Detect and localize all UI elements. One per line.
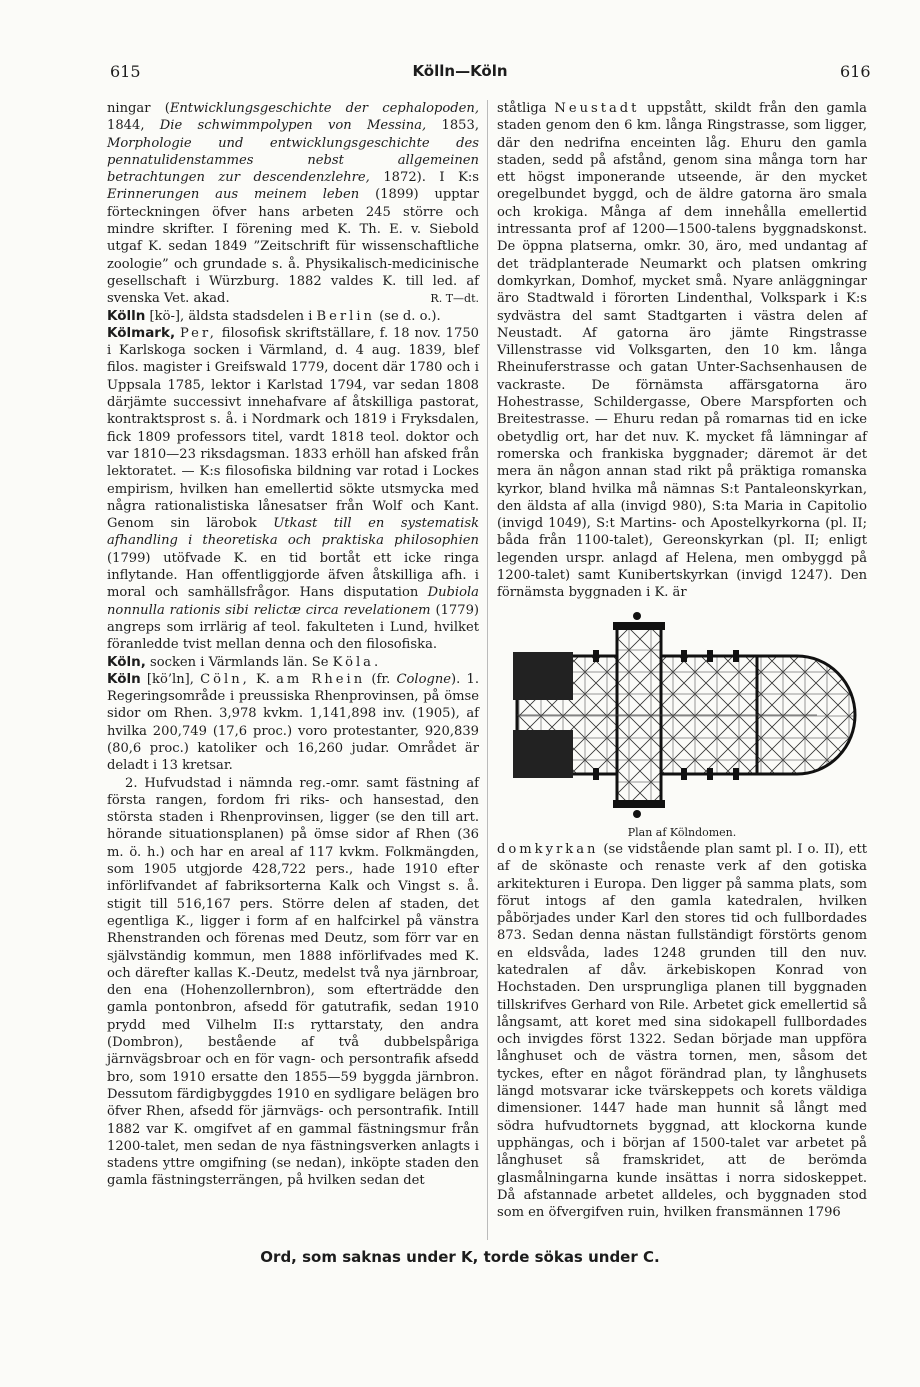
headword: Kölln bbox=[107, 307, 146, 324]
headword: Kölmark, bbox=[107, 324, 176, 341]
entry-koln-city: Köln [kö’ln], Cöln, K. am Rhein (fr. Cologne). 1. Regeringsområde i preussiska Rhenprovinsen, på ömse sidor om Rhen. 3,978 kvkm. 1,141,898 inv. (1905), af hvilka 200,749 (17,6 proc.) voro protestanter, 920,839 (80,6 proc.) katoliker och 16,260 judar. Området är deladt i 13 kretsar. bbox=[107, 670, 479, 774]
column-divider bbox=[487, 100, 488, 1240]
headword: Köln, bbox=[107, 653, 146, 670]
entry-koln-cathedral: domkyrkan (se vidstående plan samt pl. I o. II), ett af de skönaste och renaste verk af den gotiska arkitekturen i Europa. Den ligger på samma plats, som förut intogs af den gamla katedralen, hvilken påbörjades under Karl den stores tid och fullbordades 873. Sedan denna nästan fullständigt förstörts genom en eldsvåda, lades 1248 grunden till den nuv. katedralen af dåv. ärkebiskopen Konrad von Hochstaden. Den ursprungliga planen till byggnaden tillskrifves Gerhard von Rile. Arbetet gick emellertid så långsamt, att koret med sina sidokapell fullbordades och invigdes först 1322. Sedan började man uppföra långhuset och de västra tornen, men, såsom det tyckes, efter en något förändrad plan, ty långhusets längd motsvarar icke tvärskeppets och korets väldiga dimensioner. 1447 hade man hunnit så långt med södra hufvudtornets byggnad, att klockorna kunde upphängas, och i början af 1500-talet var arbetet på långhuset så framskridet, att de berömda glasmålningarna kunde insättas i norra sidoskeppet. Då afstannade arbetet alldeles, och byggnaden stod som en öfvergifven ruin, hvilken fransmännen 1796 bbox=[497, 841, 867, 1221]
author-signature: R. T—dt. bbox=[430, 292, 479, 306]
entry-koln-city-part2: 2. Hufvudstad i nämnda reg.-omr. samt fästning af första rangen, fordom fri riks- och hansestad, den största staden i Rhenprovinsen, ligger (se den till art. hörande situationsplanen) på ömse sidor af Rhen (36 m. ö. h.) och har en areal af 117 kvkm. Folkmängden, som 1905 utgjorde 428,722 pers., hade 1910 efter införlifvandet af fabriksorterna Kalk och Vingst s. å. stigit till 516,167 pers. Större delen af staden, det egentliga K., ligger i form af en halfcirkel på vänstra Rhenstranden och förenas med Deutz, som förr var en självständig kommun, men 1888 införlifvades med K. och därefter kallas K.-Deutz, medelst två nya järnbroar, den ena (Hohenzollernbron), som efterträdde den gamla pontonbron, afsedd för gatutrafik, sedan 1910 prydd med Vilhelm II:s ryttarstaty, den andra (Dombron), bestående af två dubbelspåriga järnvägsbroar och en för vagn- och persontrafik afsedd bro, som 1910 ersatte den 1855—59 byggda järnbron. Dessutom färdigbyggdes 1910 en sydligare belägen bro öfver Rhen, afsedd för järnvägs- och persontrafik. Intill 1882 var K. omgifvet af en gammal fästningsmur från 1200-talet, men sedan de nya fästningsverken anlagts i stadens yttre omgifning (se nedan), inköpte staden den gamla fästningsterrängen, på hvilken sedan det bbox=[107, 775, 479, 1189]
right-column bbox=[497, 100, 867, 1221]
entry-kolmark: Kölmark, Per, filosofisk skriftställare, f. 18 nov. 1750 i Karlskoga socken i Värmland, d. 4 aug. 1839, blef filos. magister i Greifswald 1779, docent där 1780 och i Uppsala 1785, lektor i Karlstad 1794, var sedan 1808 därjämte successivt innehafvare af åtskilliga pastorat, kontraktsprost s. å. i Nordmark och 1819 i Fryksdalen, fick 1809 professors titel, vardt 1818 teol. doktor och var 1810—23 riksdagsman. 1833 erhöll han afsked från lektoratet. — K:s filosofiska bildning var rotad i Lockes empirism, hvilken han emellertid sökte utsmycka med några rationalistiska lånesatser från Wolf och Kant. Genom sin lärobok Utkast till en systematisk afhandling i theoretiska och praktiska philosophien (1799) utöfvade K. en tid bortåt ett icke ringa inflytande. Han offentliggjorde äfven åtskilliga afh. i moral och samhällsfrågor. Hans disputation Dubiola nonnulla rationis sibi relictæ circa revelationem (1779) angreps som irrlärig af teol. fakulteten i Lund, hvilket föranledde tvist mellan denna och den filosofiska. bbox=[107, 324, 480, 653]
running-title: Kölln—Köln bbox=[412, 62, 508, 80]
entry-continuation: ningar (Entwicklungsgeschichte der cephalopoden, 1844, Die schwimmpolypen von Messina, 1853, Morphologie und entwicklungsgeschichte des pennatulidenstammes nebst allgemeinen betrachtungen zur descendenzlehre, 1872). I K:s Erinnerungen aus meinem leben (1899) upptar förteckningen öfver hans arbeten 245 större och mindre skrifter. I förening med K. Th. E. v. Siebold utgaf K. sedan 1849 ”Zeitschrift für wissenschaftliche zoologie” och grundade s. å. Physikalisch-medicinische gesellschaft i Würzburg. 1882 valdes K. till led. af svenska Vet. akad. R. T—dt. bbox=[107, 101, 479, 307]
entry-kolln-district: Kölln [kö-], äldsta stadsdelen i Berlin (se d. o.). bbox=[107, 307, 441, 324]
page-number-right: 616 bbox=[840, 62, 871, 81]
page-number-left: 615 bbox=[110, 62, 141, 81]
cathedral-plan-drawing bbox=[497, 606, 867, 824]
entry-koln-parish: Köln, socken i Värmlands län. Se Köla. bbox=[107, 653, 382, 670]
cathedral-plan-figure bbox=[497, 606, 867, 824]
page-header bbox=[0, 62, 920, 86]
page-footer-note: Ord, som saknas under K, torde sökas under C. bbox=[260, 1248, 660, 1266]
headword: Köln bbox=[107, 670, 141, 687]
figure-caption: Plan af Kölndomen. bbox=[627, 825, 737, 839]
entry-koln-continued: ståtliga Neustadt uppstått, skildt från den gamla staden genom den 6 km. långa Ringstrasse, som ligger, där den nedrifna enceinten låg. Ehuru den gamla staden, sedd på afstånd, genom sina många torn har ett högst imponerande utseende, är den mycket oregelbundet byggd, och de äldre gatorna äro smala och krokiga. Många af dem innehålla emellertid intressanta prof af 1200—1500-talens byggnadskonst. De öppna platserna, omkr. 30, äro, med undantag af det trädplanterade Neumarkt och platsen omkring domkyrkan, Domhof, mycket små. Nyare anläggningar äro Stadtwald i förorten Lindenthal, Volkspark i K:s sydvästra del samt Stadtgarten i västra delen af Neustadt. Af gatorna äro jämte Ringstrasse Villenstrasse vid Volksgarten, den 10 km. långa Rheinuferstrasse och gatan Unter-Sachsenhausen de vackraste. De förnämsta affärsgatorna äro Hohestrasse, Schildergasse, Obere Marspforten och Breitestrasse. — Ehuru redan på romarnas tid en icke obetydlig ort, har det nuv. K. mycket få lämningar af romerska och frankiska byggnader; däremot är det mera än någon annan stad rikt på präktiga romanska kyrkor, bland hvilka må nämnas S:t Pantaleonskyrkan, den äldsta af alla (invigd 980), S:ta Maria in Capitolio (invigd 1049), S:t Martins- och Apostelkyrkorna (pl. II; båda från 1100-talet), Gereonskyrkan (pl. II; enligt legenden urspr. anlagd af Helena, men ombyggd på 1200-talet) samt Kunibertskyrkan (invigd 1247). Den förnämsta byggnaden i K. är bbox=[497, 101, 867, 601]
left-column bbox=[107, 100, 479, 1190]
